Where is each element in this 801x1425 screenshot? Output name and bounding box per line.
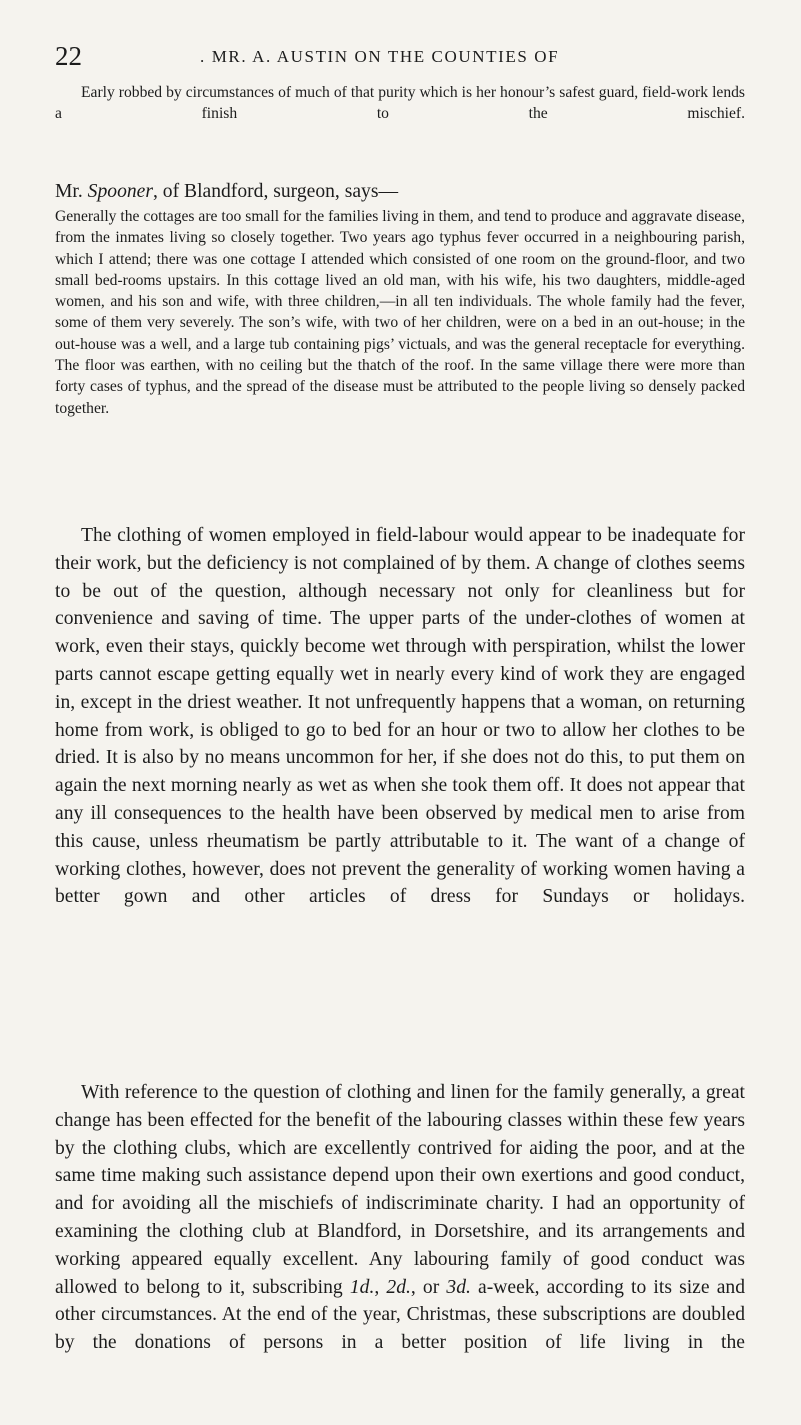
subscription-amount-2: 2d. xyxy=(386,1276,411,1298)
separator-1: , xyxy=(374,1276,387,1298)
subscription-amount-1: 1d. xyxy=(349,1276,375,1298)
page-header xyxy=(55,40,745,76)
running-head: . MR. A. AUSTIN ON THE COUNTIES OF xyxy=(200,47,560,66)
paragraph-intro: Early robbed by circumstances of much of that purity which is her honour’s safest guard, field-work lends a finish to the mischief. xyxy=(55,84,745,123)
clubs-text-after: a-week, according to its size and other circumstances. At the end of the year, Christmas, these subscriptions are doubled by the donations of persons in a better position of life living in the xyxy=(55,1276,745,1354)
surgeon-name: Spooner xyxy=(87,181,153,202)
paragraph-clothing-clubs xyxy=(55,1079,745,1357)
paragraph-clothing: The clothing of women employed in field-labour would appear to be inadequate for their work, but the deficiency is not complained of by them. A change of clothes seems to be out of the question, although necessary not only for cleanliness but for convenience and saving of time. The upper parts of the under-clothes of women at work, even their stays, quickly become wet through with perspiration, whilst the lower parts cannot escape getting equally wet in nearly every kind of work they are engaged in, except in the driest weather. It not unfrequently happens that a woman, on returning home from work, is obliged to go to bed for an hour or two to allow her clothes to be dried. It is also by no means uncommon for her, if she does not do this, to put them on again the next morning nearly as wet as when she took them off. It does not appear that any ill consequences to the health have been observed by medical men to arise from this cause, unless rheumatism be partly attributable to it. The want of a change of working clothes, however, does not prevent the generality of working women having a better gown and other articles of dress for Sundays or holidays. xyxy=(55,525,745,908)
attribution-prefix: Mr. xyxy=(55,181,88,202)
quoted-testimony: Generally the cottages are too small for the families living in them, and tend to produce and aggravate disease, from the inmates living so closely together. Two years ago typhus fever occurred in a neighbouring parish, which I attend; there was one cottage I attended which consisted of one room on the ground-floor, and two small bed-rooms upstairs. In this cottage lived an old man, with his wife, his two daughters, middle-aged women, and his son and wife, with three children,—in all ten individuals. The whole family had the fever, some of them very severely. The son’s wife, with two of her children, were on a bed in an out-house; in the out-house was a well, and a large tub containing pigs’ victuals, and was the general receptacle for everything. The floor was earthen, with no ceiling but the thatch of the roof. In the same village there were more than forty cases of typhus, and the spread of the disease must be attributed to the people living so densely packed together. xyxy=(55,208,745,417)
separator-2: , or xyxy=(410,1276,447,1298)
page-number: 22 xyxy=(55,41,82,71)
clubs-text-before: With reference to the question of clothing and linen for the family generally, a great change has been effected for the benefit of the labouring classes within these few years by the clothing clubs, which are excellently contrived for aiding the poor, and at the same time making such assistance depend upon their own exertions and good conduct, and for avoiding all the mischiefs of indiscriminate charity. I had an opportunity of examining the clothing club at Blandford, in Dorsetshire, and its arrangements and working appeared equally excellent. Any labouring family of good conduct was allowed to belong to it, subscribing xyxy=(55,1082,745,1298)
attribution-suffix: , of Blandford, surgeon, says— xyxy=(152,181,399,202)
subscription-amount-3: 3d. xyxy=(446,1276,471,1298)
quote-attribution xyxy=(55,178,745,206)
